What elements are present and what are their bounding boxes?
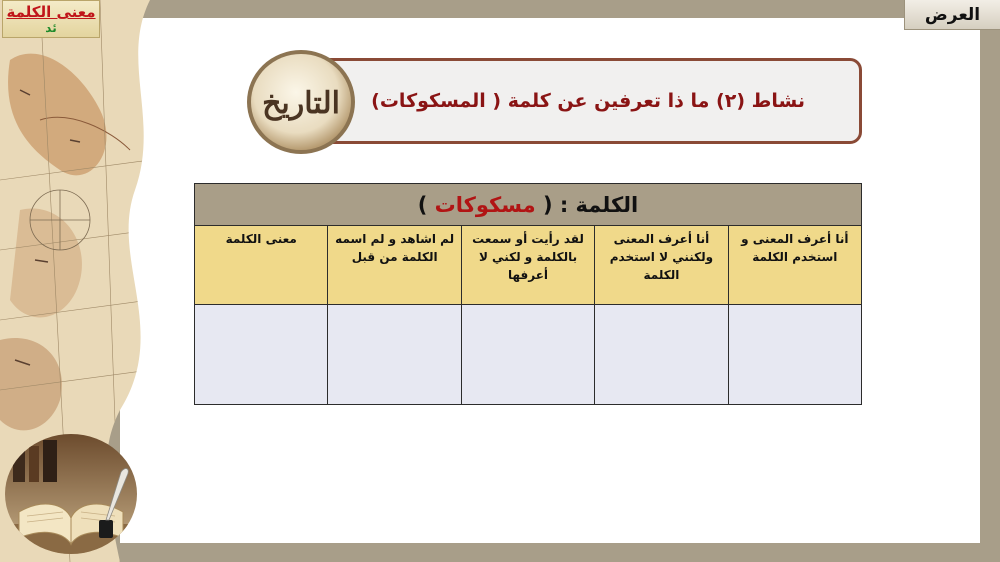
history-seal-icon	[244, 47, 358, 157]
word-knowledge-table	[194, 183, 862, 405]
column-header: أنا أعرف المعنى ولكنني لا استخدم الكلمة	[595, 226, 728, 305]
word-meaning-label-sub: ئد	[45, 21, 57, 35]
word-meaning-label	[2, 0, 100, 38]
answer-cell[interactable]	[461, 305, 594, 405]
table-title-prefix: الكلمة : (	[542, 192, 639, 217]
table-title-row	[195, 184, 862, 226]
seal-text: التاريخ	[262, 86, 340, 121]
answer-cell[interactable]	[728, 305, 861, 405]
column-header: لقد رأيت أو سمعت بالكلمة و لكني لا أعرفها	[461, 226, 594, 305]
answer-cell[interactable]	[328, 305, 461, 405]
table-row	[195, 305, 862, 405]
answer-cell[interactable]	[595, 305, 728, 405]
section-tab[interactable]: العرض	[904, 0, 1000, 30]
answer-cell[interactable]	[195, 305, 328, 405]
activity-title: نشاط (٢) ما ذا تعرفين عن كلمة ( المسكوكات)	[371, 90, 805, 112]
table-title	[195, 184, 862, 226]
activity-banner	[296, 58, 862, 144]
table-header-row	[195, 226, 862, 305]
open-book-icon	[3, 432, 140, 556]
table-title-suffix: )	[417, 192, 428, 217]
word-meaning-label-text: معنى الكلمة	[6, 3, 96, 21]
column-header: أنا أعرف المعنى و استخدم الكلمة	[728, 226, 861, 305]
column-header: معنى الكلمة	[195, 226, 328, 305]
table-title-word: مسكوكات	[434, 192, 536, 217]
column-header: لم اشاهد و لم اسمه الكلمة من قبل	[328, 226, 461, 305]
